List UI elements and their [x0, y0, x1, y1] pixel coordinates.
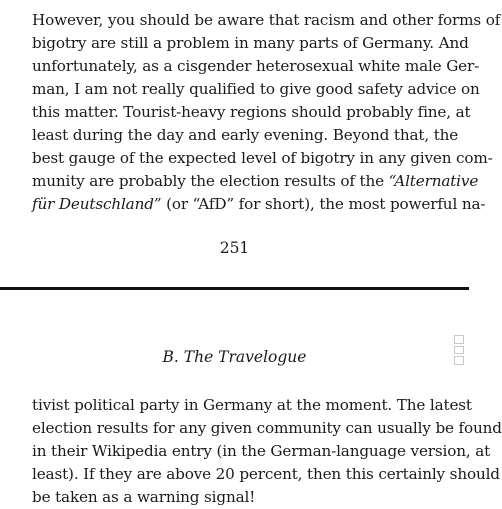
text-line: be taken as a warning signal! [32, 488, 256, 506]
text-segment: munity are probably the election results of the [32, 172, 389, 190]
running-head: B. The Travelogue [162, 348, 307, 366]
handle-square-icon [454, 346, 464, 355]
emphasized-party-name: “Alternative [388, 172, 479, 190]
emphasized-party-name: für Deutschland” [32, 195, 162, 213]
text-line: However, you should be aware that racism and other forms of [32, 11, 501, 29]
text-line: man, I am not really qualified to give good safety advice on [32, 80, 480, 98]
text-line [32, 193, 486, 216]
text-line: in their Wikipedia entry (in the German-language version, at [32, 442, 491, 460]
text-line: election results for any given community can usually be found [32, 419, 502, 437]
handle-square-icon [454, 335, 464, 344]
scroll-handle-icon[interactable] [454, 335, 464, 365]
text-line: unfortunately, as a cisgender heterosexual white male Ger- [32, 57, 480, 75]
text-line: least). If they are above 20 percent, then this certainly should [32, 465, 500, 483]
page-number: 251 [219, 239, 250, 257]
text-line: best gauge of the expected level of bigotry in any given com- [32, 149, 493, 167]
text-line [32, 170, 479, 193]
text-line: least during the day and early evening. Beyond that, the [32, 126, 459, 144]
handle-square-icon [454, 356, 464, 365]
text-line: this matter. Tourist-heavy regions should probably fine, at [32, 103, 471, 121]
text-line: bigotry are still a problem in many parts of Germany. And [32, 34, 469, 52]
text-segment: (or “AfD” for short), the most powerful na- [161, 195, 486, 213]
text-line: tivist political party in Germany at the moment. The latest [32, 396, 472, 414]
